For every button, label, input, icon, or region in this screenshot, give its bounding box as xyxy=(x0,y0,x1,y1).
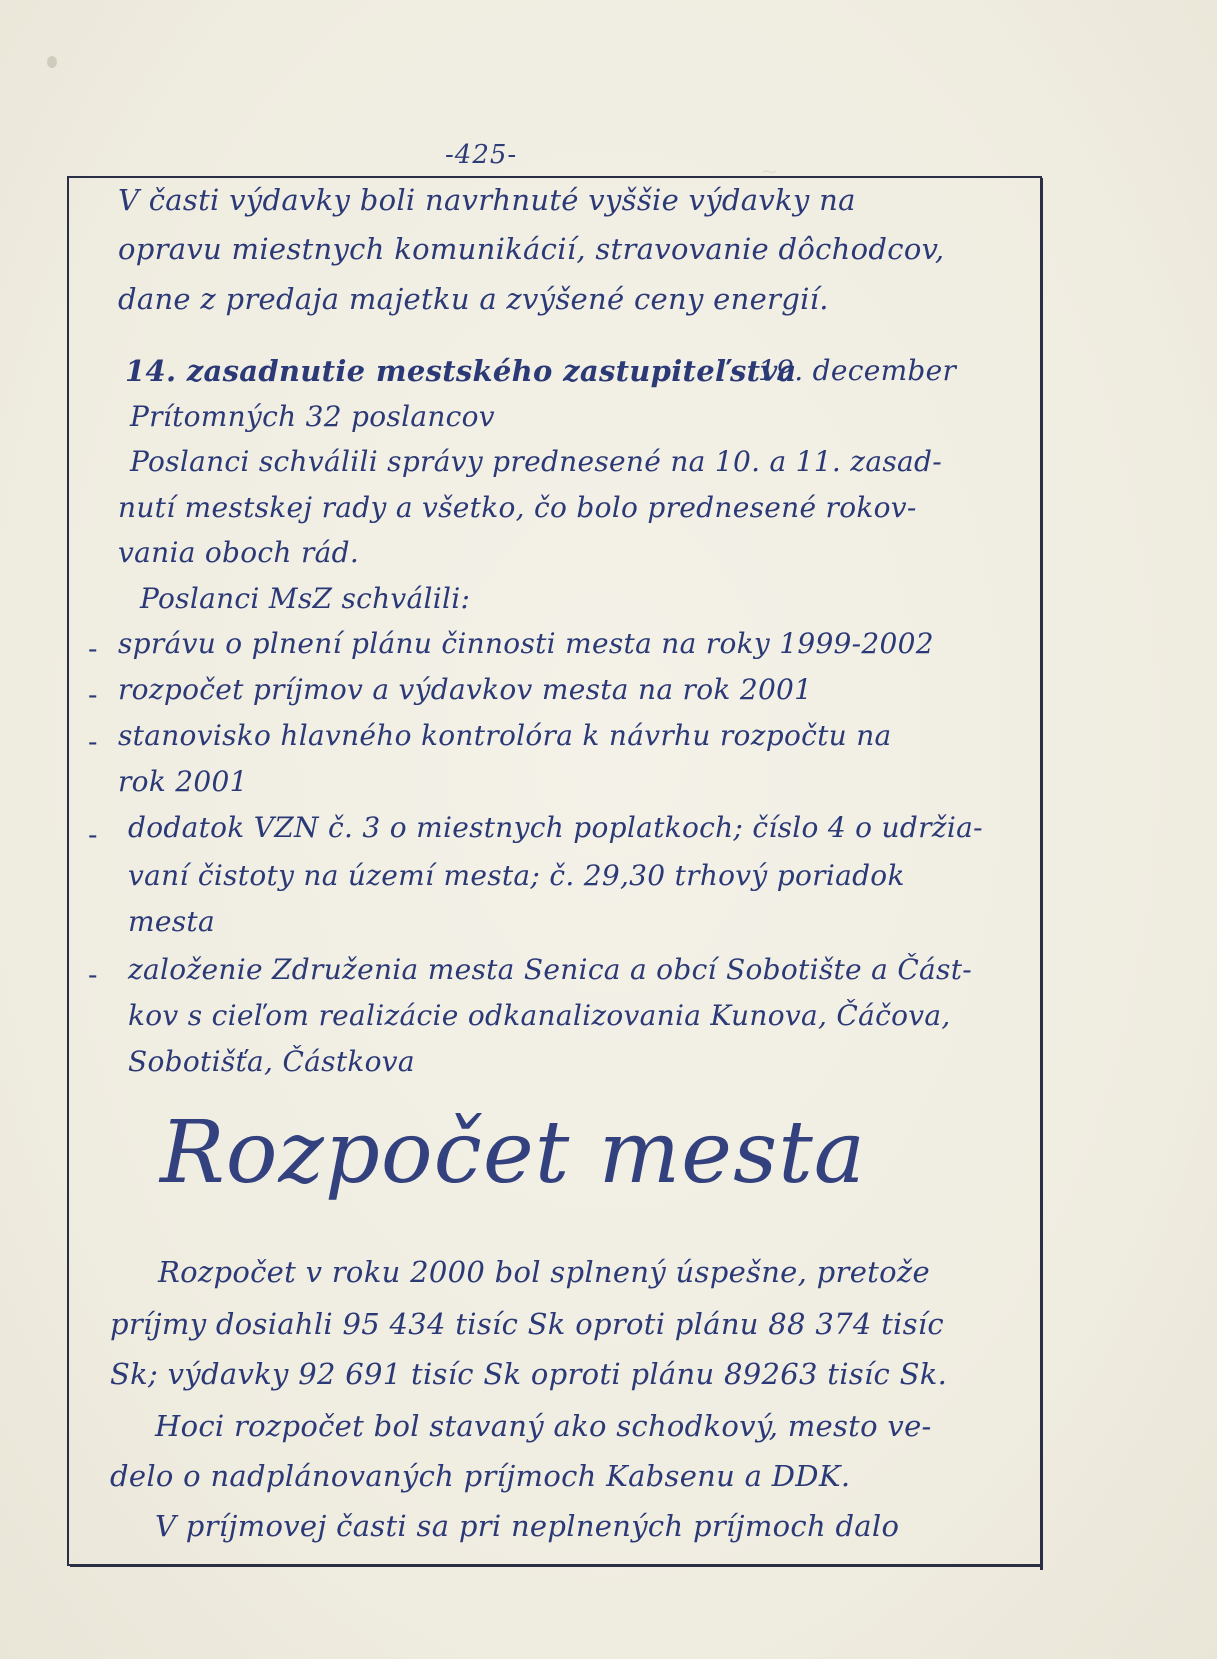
bullet-dash: - xyxy=(88,632,98,665)
approved-item-line: správu o plnení plánu činnosti mesta na roky 1999-2002 xyxy=(118,627,934,660)
bullet-dash: - xyxy=(88,678,98,711)
budget-line: Hoci rozpočet bol stavaný ako schodkový, mesto ve- xyxy=(155,1409,932,1443)
budget-line: Sk; výdavky 92 691 tisíc Sk oproti plánu 89263 tisíc Sk. xyxy=(110,1357,948,1391)
approved-item-line: založenie Združenia mesta Senica a obcí Sobotište a Část- xyxy=(128,953,973,986)
approved-item-line: stanovisko hlavného kontrolóra k návrhu rozpočtu na xyxy=(118,719,892,752)
section-heading: Rozpočet mesta xyxy=(160,1103,867,1203)
approved-item-line: rok 2001 xyxy=(118,765,248,798)
approved-intro: Poslanci MsZ schválili: xyxy=(140,582,471,615)
session-title: 14. zasadnutie mestského zastupiteľstva xyxy=(125,354,797,388)
session-text-line: nutí mestskej rady a všetko, čo bolo prednesené rokov- xyxy=(118,491,917,524)
budget-line: V príjmovej časti sa pri neplnených príjmoch dalo xyxy=(155,1509,900,1543)
budget-line: príjmy dosiahli 95 434 tisíc Sk oproti plánu 88 374 tisíc xyxy=(110,1307,944,1341)
session-text-line: vania obоch rád. xyxy=(118,536,360,569)
session-date: 19. december xyxy=(758,354,957,387)
approved-item-line: Sobotišťa, Částkova xyxy=(128,1045,415,1078)
page-frame-shadow xyxy=(1040,178,1043,1570)
approved-item-line: mesta xyxy=(128,905,215,938)
bullet-dash: - xyxy=(88,958,98,991)
session-attendance: Prítomných 32 poslancov xyxy=(130,400,495,433)
approved-item-line: dodatok VZN č. 3 o miestnych poplatkoch; číslo 4 o udržia- xyxy=(128,811,983,844)
ink-spot xyxy=(47,56,57,68)
paragraph1-line: V časti výdavky boli navrhnuté vyššie výdavky na xyxy=(118,183,856,217)
page-number: -425- xyxy=(445,140,518,170)
paragraph1-line: dane z predaja majetku a zvýšené ceny energií. xyxy=(118,282,829,316)
paragraph1-line: opravu miestnych komunikácií, stravovanie dôchodcov, xyxy=(118,232,945,266)
budget-line: Rozpočet v roku 2000 bol splnený úspešne, pretože xyxy=(158,1255,930,1289)
bullet-dash: - xyxy=(88,818,98,851)
approved-item-line: rozpočet príjmov a výdavkov mesta na rok 2001 xyxy=(118,673,813,706)
approved-item-line: kov s cieľom realizácie odkanalizovania Kunova, Čáčova, xyxy=(128,999,951,1032)
budget-line: delo o nadplánovaných príjmoch Kabsenu a DDK. xyxy=(110,1459,851,1493)
bleed-through-marks: ~ xyxy=(760,160,779,185)
page-frame-shadow-bottom xyxy=(70,1564,1042,1567)
bullet-dash: - xyxy=(88,725,98,758)
session-text-line: Poslanci schválili správy prednesené na 10. a 11. zasad- xyxy=(130,445,942,478)
approved-item-line: vaní čistoty na území mesta; č. 29,30 trhový poriadok xyxy=(128,859,905,892)
